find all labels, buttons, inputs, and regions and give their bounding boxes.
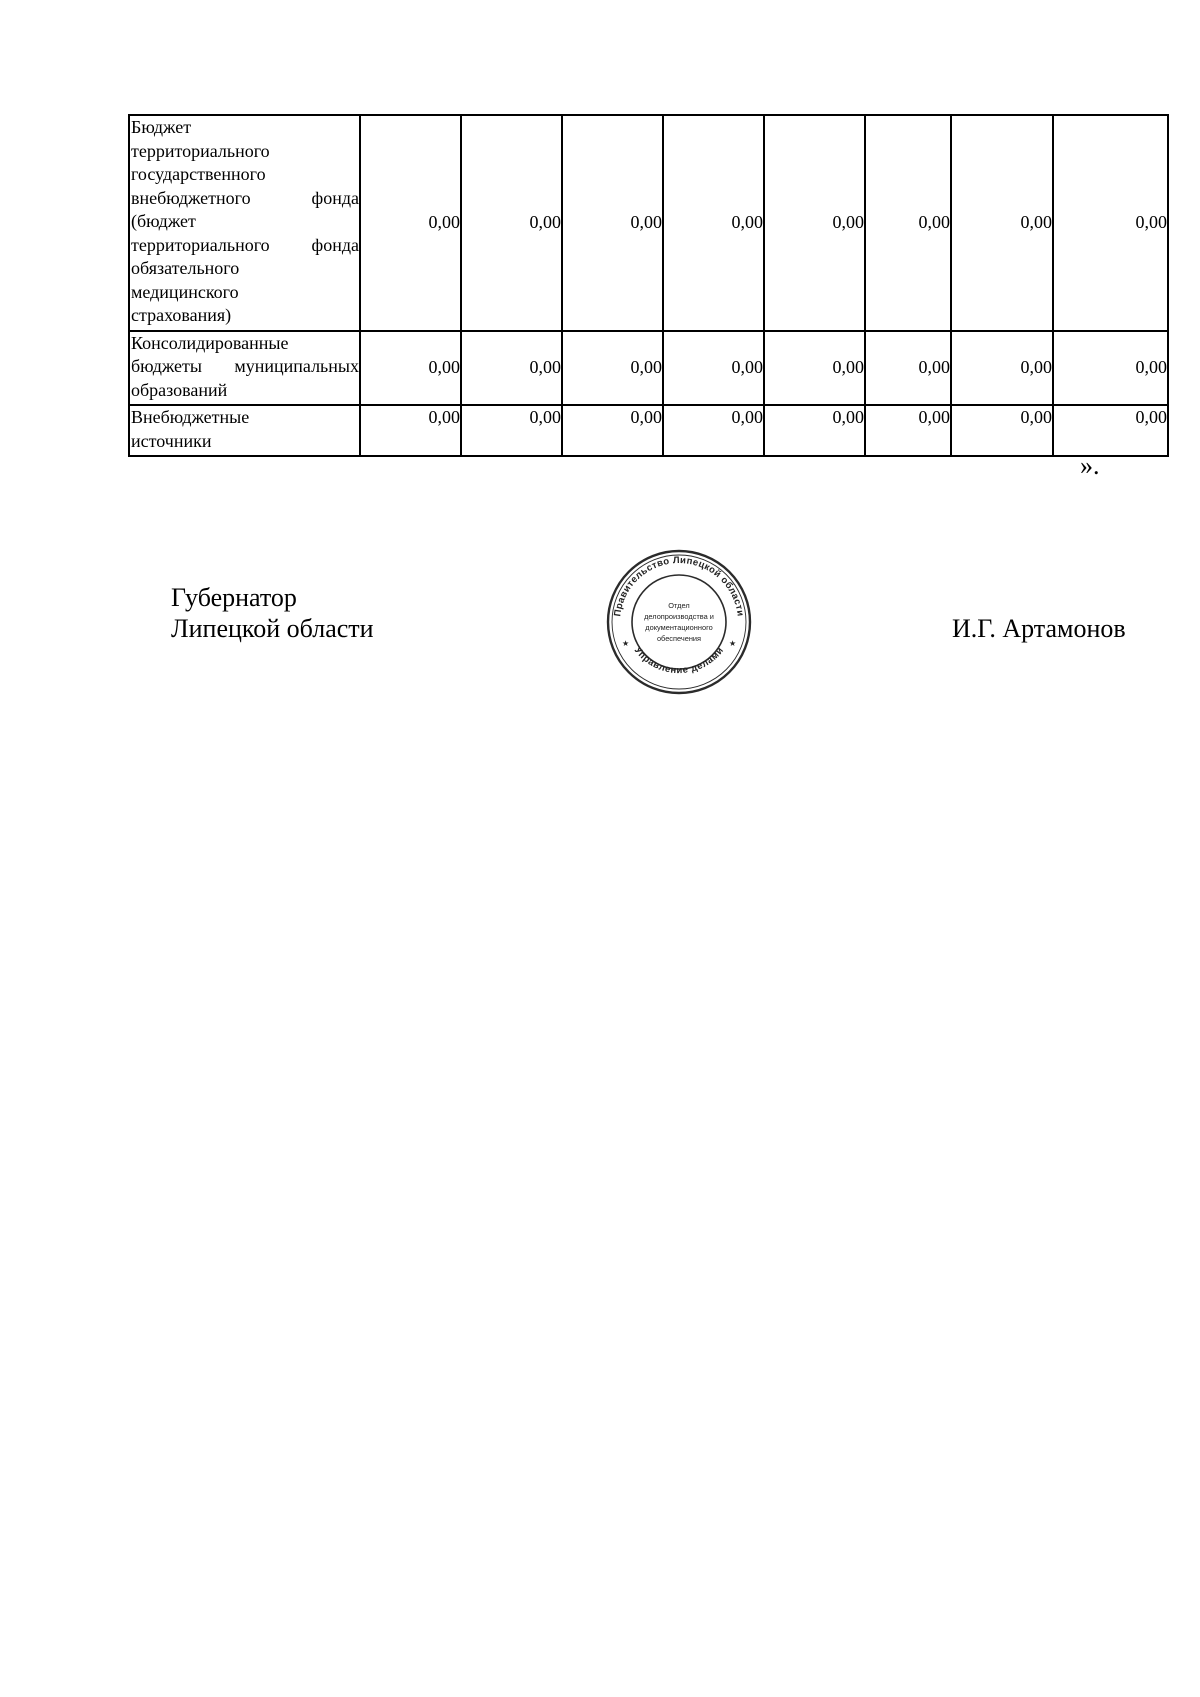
value-cell: 0,00 xyxy=(360,405,461,456)
row-label-line: источники xyxy=(131,430,212,451)
stamp-outer-text: Правительство Липецкой области xyxy=(612,554,746,618)
value-cell: 0,00 xyxy=(360,115,461,331)
star-icon: ★ xyxy=(729,639,737,648)
budget-table xyxy=(128,114,1169,457)
signatory-position xyxy=(171,582,374,644)
row-label-line: бюджеты муниципальных xyxy=(131,356,359,376)
value-cell: 0,00 xyxy=(764,115,865,331)
table-row xyxy=(129,115,1168,331)
value-cell: 0,00 xyxy=(663,405,764,456)
stamp-center-line: Отдел xyxy=(668,601,690,610)
value-cell: 0,00 xyxy=(865,115,951,331)
value-cell: 0,00 xyxy=(461,115,562,331)
row-label-line: Консолидированные xyxy=(131,332,289,353)
row-label-line: внебюджетного фонда xyxy=(131,187,359,208)
stamp-center-line: обеспечения xyxy=(656,634,702,643)
stamp-center-line: делопроизводства и xyxy=(644,612,714,621)
table-row xyxy=(129,405,1168,456)
row-label-line: страхования) xyxy=(131,305,232,325)
value-cell: 0,00 xyxy=(764,331,865,406)
value-cell: 0,00 xyxy=(1053,331,1168,406)
value-cell: 0,00 xyxy=(461,331,562,406)
row-label xyxy=(129,331,360,406)
row-label-line: медицинского xyxy=(131,281,239,302)
signatory-name: И.Г. Артамонов xyxy=(952,614,1126,643)
row-label-line: Внебюджетные xyxy=(131,407,250,427)
position-line: Губернатор xyxy=(171,583,297,612)
value-cell: 0,00 xyxy=(1053,115,1168,331)
row-label xyxy=(129,115,360,331)
position-line: Липецкой области xyxy=(171,614,374,643)
value-cell: 0,00 xyxy=(562,331,663,406)
value-cell: 0,00 xyxy=(562,405,663,456)
value-cell: 0,00 xyxy=(951,405,1053,456)
row-label-line: территориального xyxy=(131,140,270,161)
row-label-line: государственного xyxy=(131,164,266,184)
stamp-center-line: документационного xyxy=(645,623,713,632)
value-cell: 0,00 xyxy=(663,115,764,331)
row-label-line: (бюджет xyxy=(131,211,196,231)
stamp-bottom-text: Управление делами xyxy=(631,645,727,677)
value-cell: 0,00 xyxy=(865,405,951,456)
value-cell: 0,00 xyxy=(461,405,562,456)
value-cell: 0,00 xyxy=(951,331,1053,406)
value-cell: 0,00 xyxy=(360,331,461,406)
row-label-line: территориального фонда xyxy=(131,234,359,255)
row-label xyxy=(129,405,360,456)
table-row xyxy=(129,331,1168,406)
value-cell: 0,00 xyxy=(1053,405,1168,456)
official-stamp-seal xyxy=(605,548,753,696)
star-icon: ★ xyxy=(622,639,630,648)
row-label-line: Бюджет xyxy=(131,117,192,137)
closing-quote: ». xyxy=(1080,451,1100,480)
value-cell: 0,00 xyxy=(562,115,663,331)
row-label-line: обязательного xyxy=(131,258,240,278)
row-label-line: образований xyxy=(131,379,228,400)
value-cell: 0,00 xyxy=(951,115,1053,331)
value-cell: 0,00 xyxy=(663,331,764,406)
value-cell: 0,00 xyxy=(865,331,951,406)
value-cell: 0,00 xyxy=(764,405,865,456)
